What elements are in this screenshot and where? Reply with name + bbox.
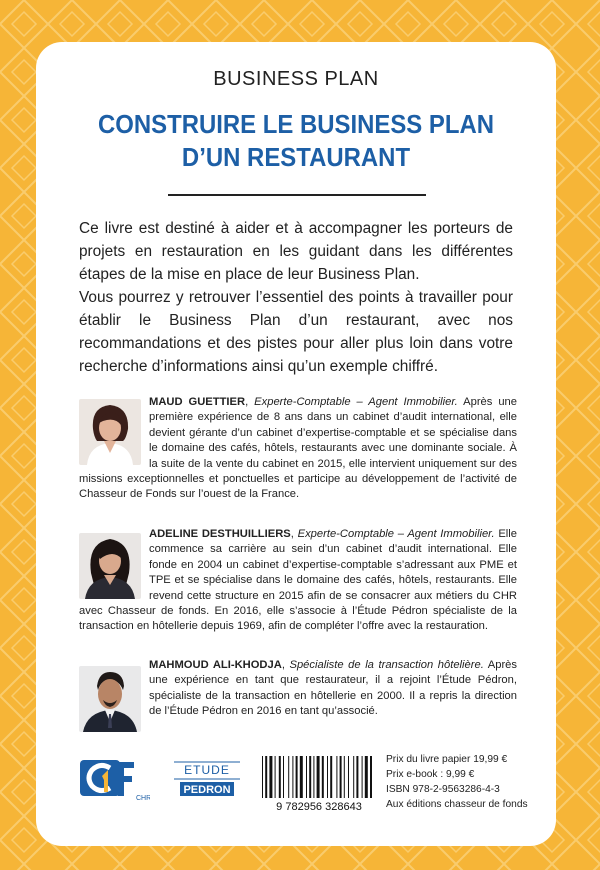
price-paper: Prix du livre papier 19,99 € <box>386 754 508 765</box>
back-cover-footer <box>36 754 556 834</box>
book-title <box>57 108 535 174</box>
price-ebook: Prix e-book : 9,99 € <box>386 769 475 780</box>
author-name: MAHMOUD ALI-KHODJA <box>149 659 282 671</box>
chasseur-de-fonds-logo <box>78 756 150 807</box>
author-name: ADELINE DESTHUILLIERS <box>149 528 291 540</box>
author-role: Spécialiste de la transaction hôtelière. <box>289 659 484 671</box>
author-photo-mahmoud-ali-khodja <box>79 666 141 732</box>
book-description <box>79 217 513 378</box>
publisher-text: Aux éditions chasseur de fonds <box>386 799 528 810</box>
svg-text:ETUDE: ETUDE <box>184 763 230 777</box>
author-photo-adeline-desthuilliers <box>79 533 141 599</box>
book-title-line-2: D’UN RESTAURANT <box>181 142 411 172</box>
barcode-number: 9 782956 328643 <box>276 801 362 812</box>
svg-text:PEDRON: PEDRON <box>183 784 231 796</box>
book-title-line-1: CONSTRUIRE LE BUSINESS PLAN <box>97 109 495 139</box>
price-info <box>386 752 556 812</box>
description-paragraph-2: Vous pourrez y retrouver l’essentiel des points à travailler pour établir le Business Plan d’un restaurant, avec nos recommandations et des pistes pour aller plus loin dans votre recherche d’informations ainsi qu’un exemple chiffré. <box>79 289 513 375</box>
etude-pedron-logo <box>172 758 242 805</box>
author-bio-maud-guettier: MAUD GUETTIER, Experte-Comptable – Agent Immobilier. Après une première expérience de 8 ans dans un cabinet d’audit international, elle devient gérante d’un cabinet d’expertise-comptable et se spécialise dans le domaine des cafés, hôtels, restaurants avec une dominante sociale. À la suite de la vente du cabinet en 2015, elle intervient uniquement sur des missions exceptionnelles et ponctuelles et participe au développement de l’activité de Chasseur de Fonds sur l’ouest de la France. <box>79 396 517 501</box>
author-role: Experte-Comptable – Agent Immobilier. <box>297 528 495 540</box>
author-text: Après une première expérience de 8 ans dans un cabinet d’audit international, elle devient gérante d’un cabinet d’expertise-comptable et se spécialise dans le domaine des cafés, hôtels, restaurants avec une dominante sociale. À la suite de la vente du cabinet en 2015, elle intervient uniquement sur des missions exceptionnelles et ponctuelles et participe au développement de l’activité de Chasseur de Fonds sur l’ouest de la France. <box>79 396 517 501</box>
author-name: MAUD GUETTIER <box>149 396 246 408</box>
author-text: Après une expérience en tant que restaurateur, il a rejoint l’Étude Pédron, spécialiste de la transaction en hôtellerie en 2000. Il a repris la direction de l’Étude Pédron en 2016 en tant qu’associé. <box>149 659 517 718</box>
title-divider <box>168 194 426 196</box>
isbn-text: ISBN 978-2-9563286-4-3 <box>386 784 500 795</box>
author-photo-maud-guettier <box>79 399 141 465</box>
author-role: Experte-Comptable – Agent Immobilier. <box>254 396 458 408</box>
author-text: Elle commence sa carrière au sein d’un cabinet d’audit international. Elle fonde en 2004 un cabinet d’expertise-comptable s’adressant aux PME et TPE et se spécialise dans le domaine des cafés, hôtels, restaurants. Elle revend cette structure en 2015 afin de se consacrer aux métiers du CHR avec Chasseur de fonds. En 2016, elle s’associe à l’Étude Pédron spécialiste de la transaction en hôtellerie depuis 1969, afin de compléter l’offre avec la restauration. <box>79 528 518 633</box>
series-label: BUSINESS PLAN <box>213 68 379 90</box>
author-bio-mahmoud-ali-khodja: MAHMOUD ALI-KHODJA, Spécialiste de la transaction hôtelière. Après une expérience en tant que restaurateur, il a rejoint l’Étude Pédron, spécialiste de la transaction en hôtellerie en 2000. Il a repris la direction de l’Étude Pédron en 2016 en tant qu’associé. <box>79 658 517 734</box>
description-paragraph-1: Ce livre est destiné à aider et à accompagner les porteurs de projets en restauration en les guidant dans les différentes étapes de la mise en place de leur Business Plan. <box>79 220 513 283</box>
svg-text:CHR: CHR <box>136 795 150 802</box>
isbn-barcode <box>258 754 380 817</box>
back-cover-card <box>36 42 556 846</box>
author-bio-adeline-desthuilliers: ADELINE DESTHUILLIERS, Experte-Comptable – Agent Immobilier. Elle commence sa carrière au sein d’un cabinet d’audit international. Elle fonde en 2004 un cabinet d’expertise-comptable s’adressant aux PME et TPE et se spécialise dans le domaine des cafés, hôtels, restaurants. Elle revend cette structure en 2015 afin de se consacrer aux métiers du CHR avec Chasseur de fonds. En 2016, elle s’associe à l’Étude Pédron spécialiste de la transaction en hôtellerie depuis 1969, afin de compléter l’offre avec la restauration. <box>79 528 518 633</box>
